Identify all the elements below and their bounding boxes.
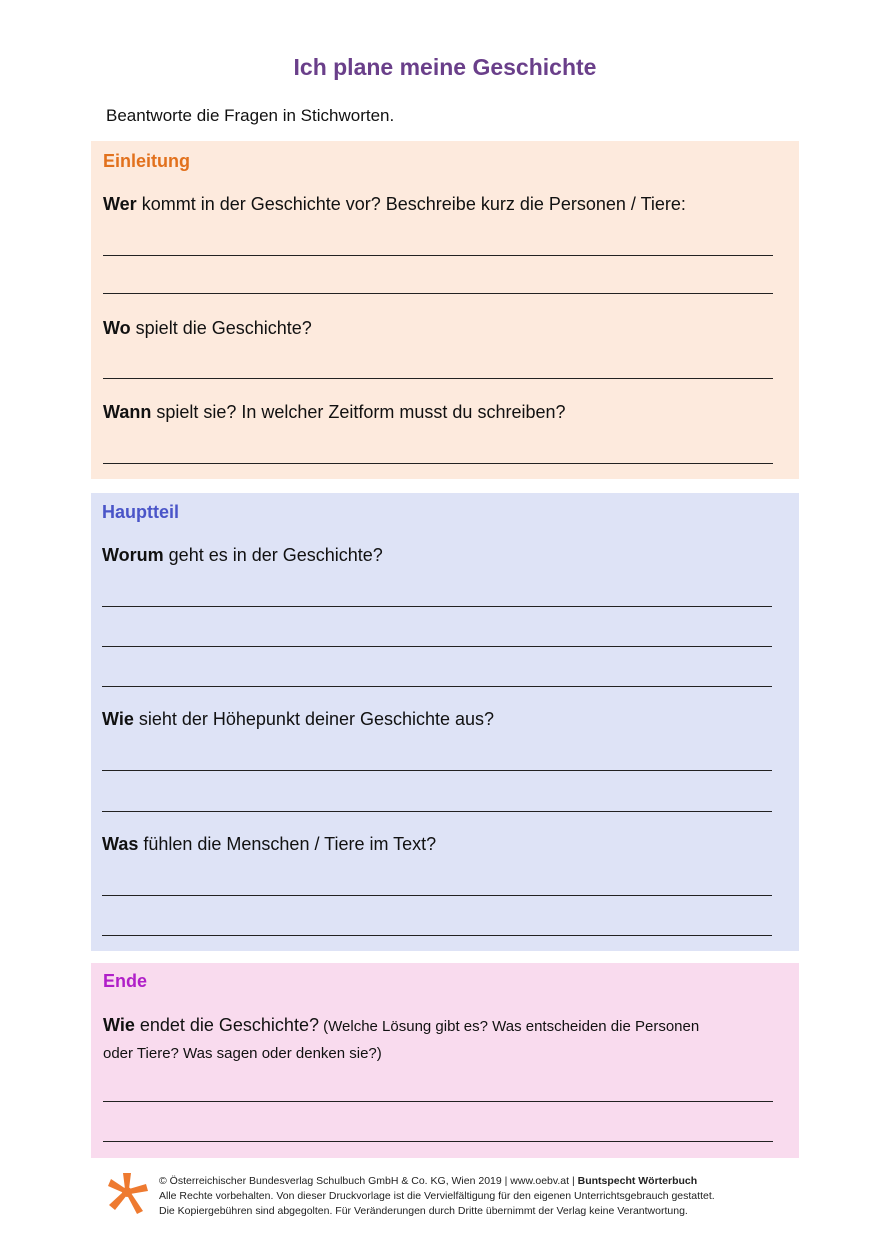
page-title: Ich plane meine Geschichte — [293, 54, 597, 80]
question-worum — [102, 545, 383, 566]
question-keyword: Wie — [102, 709, 134, 729]
footer-line-2: Alle Rechte vorbehalten. Von dieser Druckvorlage ist die Vervielfältigung für den eigenen Unterrichtsgebrauch gestattet. — [159, 1190, 715, 1202]
question-keyword: Wer — [103, 194, 137, 214]
answer-line[interactable] — [102, 770, 772, 771]
question-wie-hoehepunkt — [102, 709, 494, 730]
question-text: sieht der Höhepunkt deiner Geschichte aus? — [133, 709, 495, 729]
answer-line[interactable] — [102, 935, 772, 936]
question-hint: (Welche Lösung gibt es? Was entscheiden die Personen — [318, 1018, 700, 1035]
einleitung-section — [91, 141, 799, 479]
question-text: spielt sie? In welcher Zeitform musst du schreiben? — [151, 402, 566, 422]
question-text: geht es in der Geschichte? — [163, 545, 383, 565]
answer-line[interactable] — [103, 463, 773, 464]
question-keyword: Wann — [103, 402, 152, 422]
answer-line[interactable] — [103, 293, 773, 294]
footer-product: Buntspecht Wörterbuch — [577, 1175, 698, 1187]
asterisk-logo-icon — [106, 1172, 148, 1214]
copyright-footer — [159, 1174, 715, 1219]
answer-line[interactable] — [102, 606, 772, 607]
answer-line[interactable] — [103, 378, 773, 379]
question-wann — [103, 402, 566, 423]
question-keyword: Worum — [102, 545, 164, 565]
ende-heading: Ende — [103, 971, 148, 991]
question-keyword: Was — [102, 834, 139, 854]
answer-line[interactable] — [103, 1141, 773, 1142]
einleitung-heading: Einleitung — [103, 151, 190, 171]
ende-section — [91, 963, 799, 1158]
question-wo — [103, 318, 312, 339]
question-text: fühlen die Menschen / Tiere im Text? — [138, 834, 437, 854]
question-hint-continued: oder Tiere? Was sagen oder denken sie?) — [103, 1045, 382, 1062]
hauptteil-section — [91, 493, 799, 951]
answer-line[interactable] — [103, 1101, 773, 1102]
question-text: endet die Geschichte? — [134, 1015, 319, 1035]
answer-line[interactable] — [103, 255, 773, 256]
instructions: Beantworte die Fragen in Stichworten. — [106, 106, 395, 125]
question-was — [102, 834, 436, 855]
footer-line-1 — [159, 1174, 715, 1189]
question-keyword: Wo — [103, 318, 131, 338]
question-text: kommt in der Geschichte vor? Beschreibe kurz die Personen / Tiere: — [136, 194, 686, 214]
question-wie-ende — [103, 1015, 699, 1036]
answer-line[interactable] — [102, 811, 772, 812]
answer-line[interactable] — [102, 895, 772, 896]
hauptteil-heading: Hauptteil — [102, 502, 180, 522]
footer-line-3: Die Kopiergebühren sind abgegolten. Für Veränderungen durch Dritte übernimmt der Verlag keine Verantwortung. — [159, 1205, 688, 1217]
footer-copyright: © Österreichischer Bundesverlag Schulbuch GmbH & Co. KG, Wien 2019 | www.oebv.at | — [159, 1175, 578, 1187]
question-keyword: Wie — [103, 1015, 135, 1035]
answer-line[interactable] — [102, 646, 772, 647]
question-text: spielt die Geschichte? — [130, 318, 312, 338]
question-wer — [103, 194, 686, 215]
answer-line[interactable] — [102, 686, 772, 687]
